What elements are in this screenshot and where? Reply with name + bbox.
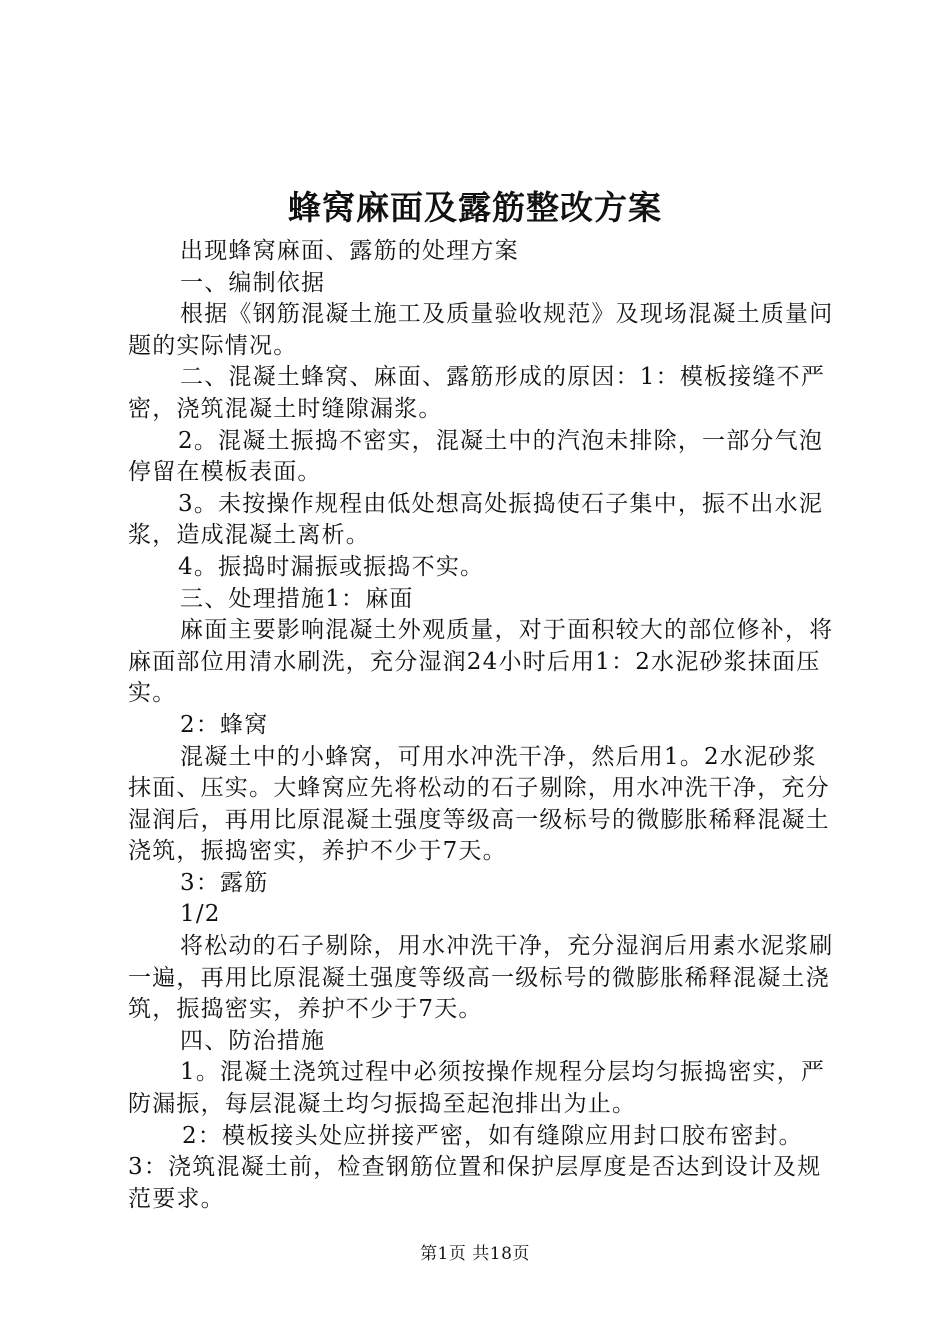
paragraph-honeycomb: 混凝土中的小蜂窝，可用水冲洗干净，然后用1。2水泥砂浆抹面、压实。大蜂窝应先将松动的石子剔除，用水冲洗干净，充分湿润后，再用比原混凝土强度等级高一级标号的微膨胀稀释混凝土浇筑，振捣密实，养护不少于7天。 [128,743,830,865]
document-title: 蜂窝麻面及露筋整改方案 [288,188,662,227]
paragraph-prevention-3: 3：浇筑混凝土前，检查钢筋位置和保护层厚度是否达到设计及规范要求。 [128,1154,822,1212]
subheading-exposed-rebar: 3：露筋 [180,869,269,896]
document-body [128,236,840,1215]
paragraph-exposed-rebar: 将松动的石子剔除，用水冲洗干净，充分湿润后用素水泥浆刷一遍，再用比原混凝土强度等级高一级标号的微膨胀稀释混凝土浇筑，振捣密实，养护不少于7天。 [128,933,834,1023]
section-heading-measures: 三、处理措施1：麻面 [180,585,414,612]
subheading-honeycomb: 2：蜂窝 [180,711,269,738]
section-heading-basis: 一、编制依据 [180,269,326,296]
paragraph-prevention-1: 1。混凝土浇筑过程中必须按操作规程分层均匀振捣密实，严防漏振，每层混凝土均匀振捣至起泡排出为止。 [128,1059,826,1118]
paragraph-cause-2: 2。混凝土振捣不密实，混凝土中的汽泡未排除，一部分气泡停留在模板表面。 [128,427,824,486]
paragraph-prevention-2: 2：模板接头处应拼接严密，如有缝隙应用封口胶布密封。 [182,1122,803,1149]
page-marker: 1/2 [180,901,221,928]
paragraph-basis: 根据《钢筋混凝土施工及质量验收规范》及现场混凝土质量问题的实际情况。 [128,301,834,359]
paragraph-cause-3: 3。未按操作规程由低处想高处振捣使石子集中，振不出水泥浆，造成混凝土离析。 [128,490,824,549]
paragraph-intro: 出现蜂窝麻面、露筋的处理方案 [180,238,519,264]
paragraph-pitting: 麻面主要影响混凝土外观质量，对于面积较大的部位修补，将麻面部位用清水刷洗，充分湿润24小时后用1：2水泥砂浆抹面压实。 [128,617,834,707]
paragraph-cause-4: 4。振捣时漏振或振捣不实。 [178,553,485,580]
section-heading-prevention: 四、防治措施 [180,1027,326,1054]
page-footer: 第1页 共18页 [420,1244,530,1264]
section-heading-causes: 二、混凝土蜂窝、麻面、露筋形成的原因：1：模板接缝不严密，浇筑混凝土时缝隙漏浆。 [128,364,826,422]
